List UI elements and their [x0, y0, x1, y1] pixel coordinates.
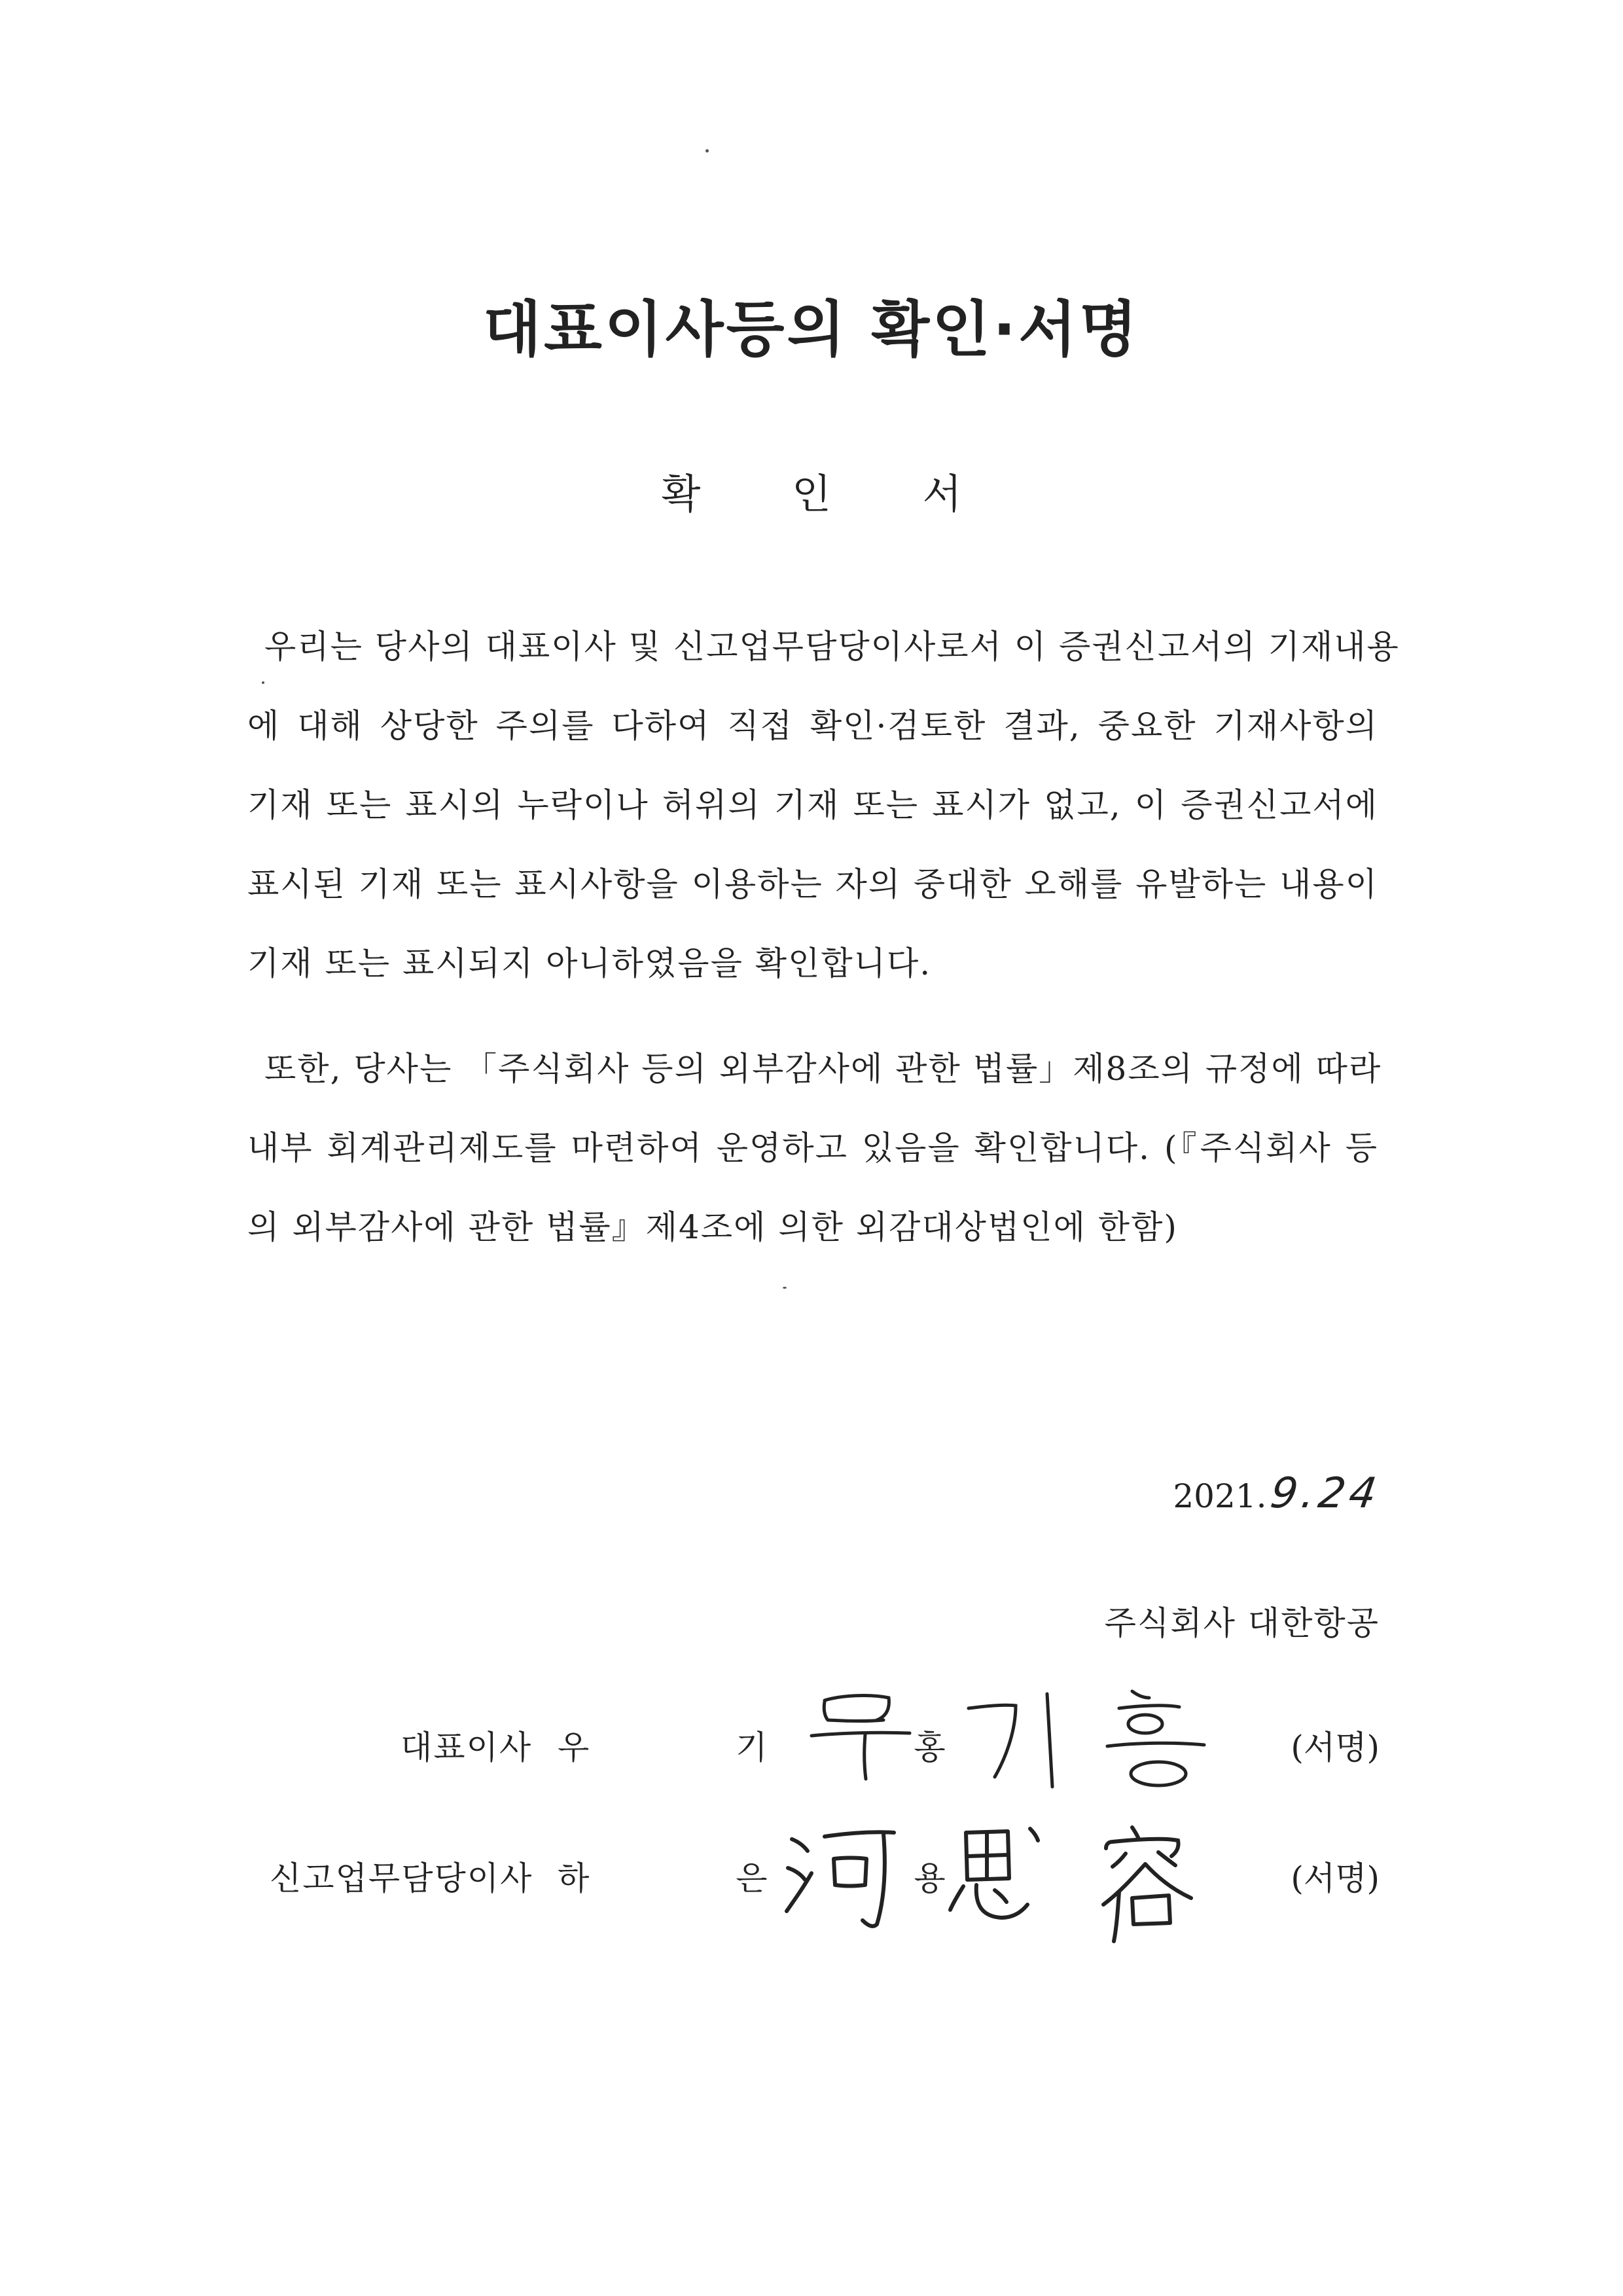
- signatory-role: 대표이사: [401, 1729, 533, 1767]
- disclosure-director-handwritten-signature: [779, 1813, 1289, 1944]
- paragraph-line: 또한, 당사는 「주식회사 등의 외부감사에 관한 법률」제8조의 규정에 따라: [264, 1050, 1382, 1088]
- confirmation-paragraph: [247, 607, 1400, 1003]
- signatory-row-disclosure-director: [0, 1813, 1623, 1918]
- date-handwritten: 9.24: [1267, 1469, 1383, 1518]
- scan-speck: [783, 1287, 787, 1289]
- paragraph-line: 에 대해 상당한 주의를 다하여 직접 확인·검토한 결과, 중요한 기재사항의: [247, 707, 1378, 745]
- signatory-row-ceo: [0, 1682, 1623, 1787]
- internal-control-paragraph: [247, 1030, 1382, 1267]
- document-subtitle: 확 인 서: [661, 470, 1001, 518]
- date-printed: 2021.: [1173, 1477, 1267, 1515]
- ceo-handwritten-signature: [779, 1682, 1250, 1793]
- sign-label: (서명): [1291, 1859, 1380, 1897]
- signatory-role: 신고업무담당이사: [270, 1859, 533, 1897]
- paragraph-line: 의 외부감사에 관한 법률』제4조에 의한 외감대상법인에 한함): [247, 1208, 1178, 1246]
- document-date: [1173, 1469, 1383, 1518]
- signatory-name: 하 은 용: [558, 1859, 1014, 1897]
- paragraph-line: 기재 또는 표시되지 아니하였음을 확인합니다.: [247, 944, 932, 982]
- scan-speck: [262, 681, 264, 684]
- signatory-name: 우 기 홍: [558, 1729, 1014, 1767]
- company-name: 주식회사 대한항공: [1104, 1604, 1380, 1642]
- paragraph-line: 우리는 당사의 대표이사 및 신고업무담당이사로서 이 증권신고서의 기재내용: [264, 628, 1400, 666]
- paragraph-line: 내부 회계관리제도를 마련하여 운영하고 있음을 확인합니다. (『주식회사 등: [247, 1129, 1378, 1167]
- paragraph-line: 표시된 기재 또는 표시사항을 이용하는 자의 중대한 오해를 유발하는 내용이: [247, 865, 1378, 903]
- scan-speck: [705, 149, 709, 152]
- document-title: 대표이사등의 확인·서명: [483, 295, 1140, 365]
- paragraph-line: 기재 또는 표시의 누락이나 허위의 기재 또는 표시가 없고, 이 증권신고서에: [247, 786, 1378, 824]
- sign-label: (서명): [1291, 1729, 1380, 1767]
